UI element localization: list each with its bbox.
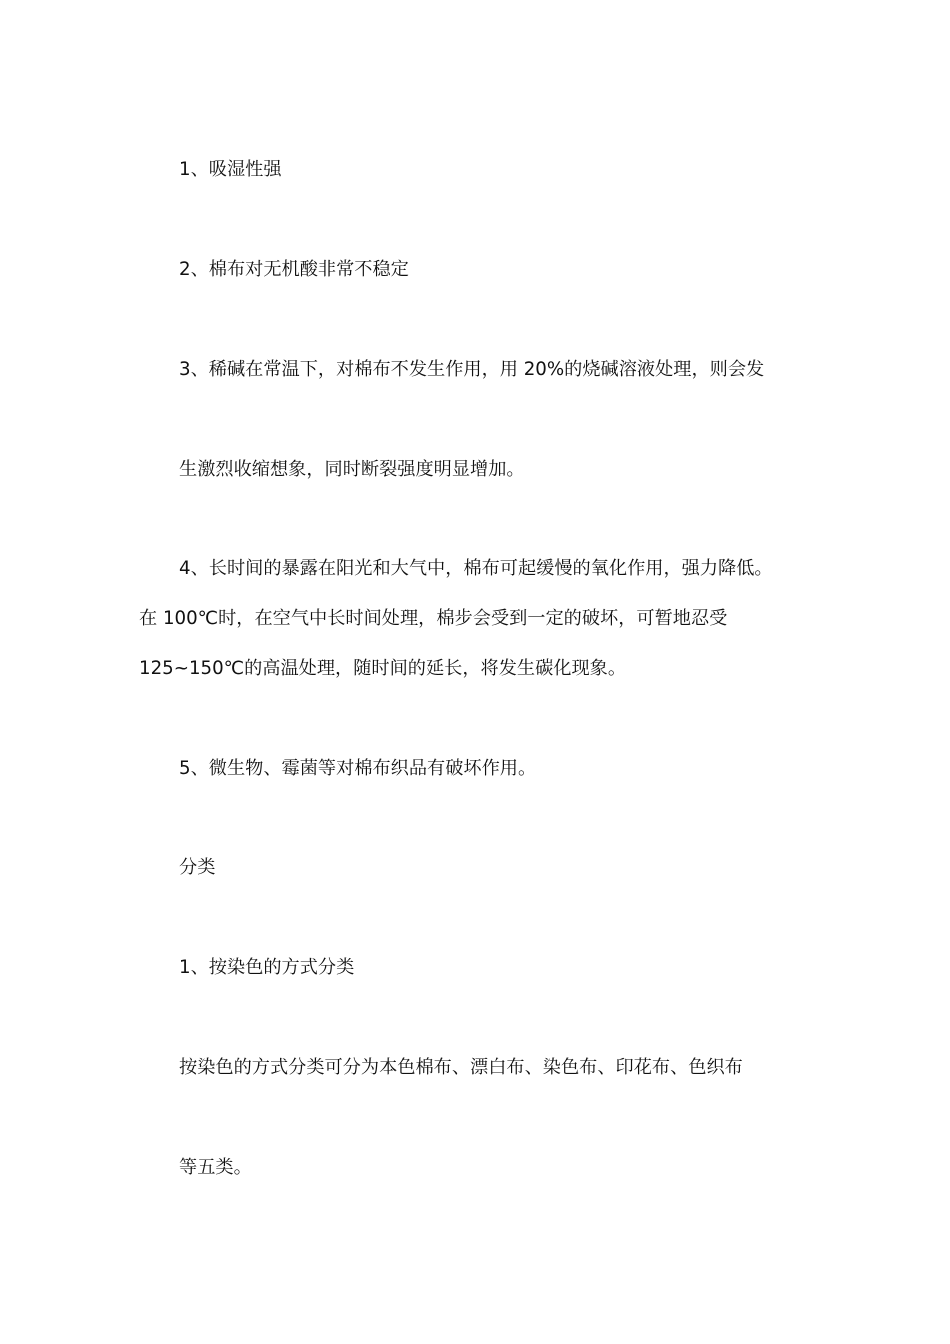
property-item-1: 1、吸湿性强 <box>179 159 282 180</box>
property-item-2: 2、棉布对无机酸非常不稳定 <box>179 259 409 280</box>
classification-subheading-1: 1、按染色的方式分类 <box>179 957 355 978</box>
property-item-4-line-3: 125~150℃的高温处理，随时间的延长，将发生碳化现象。 <box>139 658 627 679</box>
classification-paragraph-line-2: 等五类。 <box>179 1157 252 1178</box>
property-item-4-line-2: 在 100℃时，在空气中长时间处理，棉步会受到一定的破坏，可暂地忍受 <box>139 608 728 629</box>
property-item-3-line-1: 3、稀碱在常温下，对棉布不发生作用，用 20%的烧碱溶液处理，则会发 <box>179 359 765 380</box>
property-item-3-line-2: 生激烈收缩想象，同时断裂强度明显增加。 <box>179 459 525 480</box>
property-item-4-line-1: 4、长时间的暴露在阳光和大气中，棉布可起缓慢的氧化作用，强力降低。 <box>179 558 773 579</box>
classification-heading: 分类 <box>179 857 216 878</box>
property-item-5: 5、微生物、霉菌等对棉布织品有破坏作用。 <box>179 758 537 779</box>
classification-paragraph-line-1: 按染色的方式分类可分为本色棉布、漂白布、染色布、印花布、色织布 <box>179 1057 743 1078</box>
